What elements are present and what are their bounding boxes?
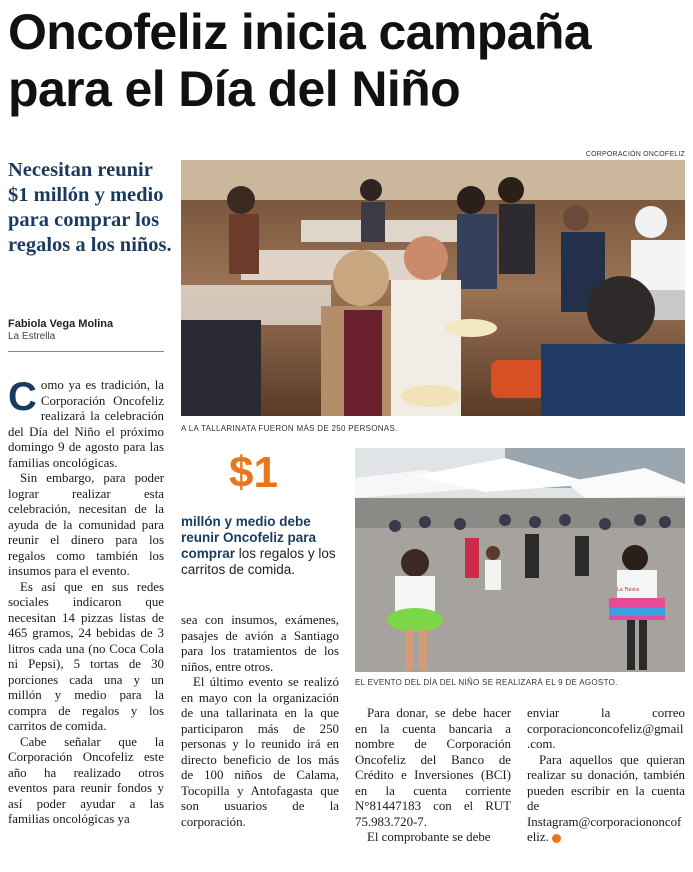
body-text: omo ya es tradición, la Corporación Oncofeliz realizará la celebración del Día del Niño el próximo domingo 9 de agosto para las familias oncológicas.: [8, 378, 164, 470]
byline-divider: [8, 351, 164, 352]
byline: [8, 318, 168, 342]
body-column-4: [527, 706, 685, 846]
body-paragraph: Es así que en sus redes sociales indicaron que necesitan 14 pizzas listas de 465 gramos, 24 bebidas de 3 litros cada una (no Coca Cola ni Pepsi), 5 tortas de 30 porciones cada una y un millón y medio para la compra de regalos y los carritos de comida.: [8, 579, 164, 733]
headline: Oncofeliz inicia campaña para el Día del Niño: [8, 4, 592, 117]
drop-cap: C: [8, 375, 37, 419]
photo-tallarinata: [181, 160, 685, 416]
photo-caption-bottom: EL EVENTO DEL DÍA DEL NIÑO SE REALIZARÁ EL 9 DE AGOSTO.: [355, 678, 618, 687]
end-of-article-icon: [552, 834, 561, 843]
body-paragraph: Sin embargo, para poder lograr realizar esta celebración, necesitan de la ayuda de la comunidad para reunir el dinero para los regalos como también los insumos para el evento.: [8, 471, 164, 578]
shirt-banner-text: La Fiesta: [617, 587, 640, 593]
photo-dia-del-nino: [355, 448, 685, 672]
body-paragraph: sea con insumos, exámenes, pasajes de avión a Santiago para los tratamientos de los niños, entre otros.: [181, 613, 339, 674]
body-paragraph: enviar la correo corporacionconcofeliz@gmail.com.: [527, 706, 685, 751]
pull-quote-bold: millón y medio debe reunir Oncofeliz para comprar: [181, 514, 317, 561]
publication-name: La Estrella: [8, 331, 56, 342]
pull-quote-text: los regalos y los carritos de comida.: [181, 546, 336, 577]
photo-dia-del-nino-image: [355, 448, 685, 672]
pull-quote-number: $1: [229, 448, 278, 497]
author-name: Fabiola Vega Molina: [8, 318, 114, 330]
body-paragraph: Para donar, se debe hacer en la cuenta bancaria a nombre de Corporación Oncofeliz del Banco de Crédito e Inversiones (BCI) en la cuenta corriente N°81447183 con el RUT 75.983.720-7.: [355, 706, 511, 829]
body-paragraph: El comprobante se debe: [367, 830, 491, 844]
photo-caption-top: A LA TALLARINATA FUERON MÁS DE 250 PERSONAS.: [181, 424, 398, 433]
body-paragraph: [527, 753, 685, 846]
article-deck: Necesitan reunir $1 millón y medio para comprar los regalos a los niños.: [8, 159, 172, 256]
body-column-2: [181, 613, 339, 830]
body-paragraph: Cabe señalar que la Corporación Oncofeliz este año ha realizado otros eventos para reunir fondos y así poder ayudar a las familias oncológicas ya: [8, 734, 164, 826]
body-column-3: [355, 706, 511, 846]
body-paragraph: El último evento se realizó en mayo con la organización de una tallarinata en la que participaron más de 250 personas y lo reunido irá en directo beneficio de los más de 100 niños de Calama, Tocopilla y Antofagasta que son usuarios de la corporación.: [181, 675, 339, 829]
photo-tallarinata-image: [181, 160, 685, 416]
photo-credit: CORPORACIÓN ONCOFELIZ: [585, 151, 685, 158]
body-text: Para aquellos que quieran realizar su donación, también pueden escribir en la cuenta de Instagram@corporaciononcofeliz.: [527, 752, 685, 844]
pull-quote: [181, 514, 351, 578]
body-column-1: [8, 375, 164, 828]
body-paragraph: [8, 375, 164, 471]
